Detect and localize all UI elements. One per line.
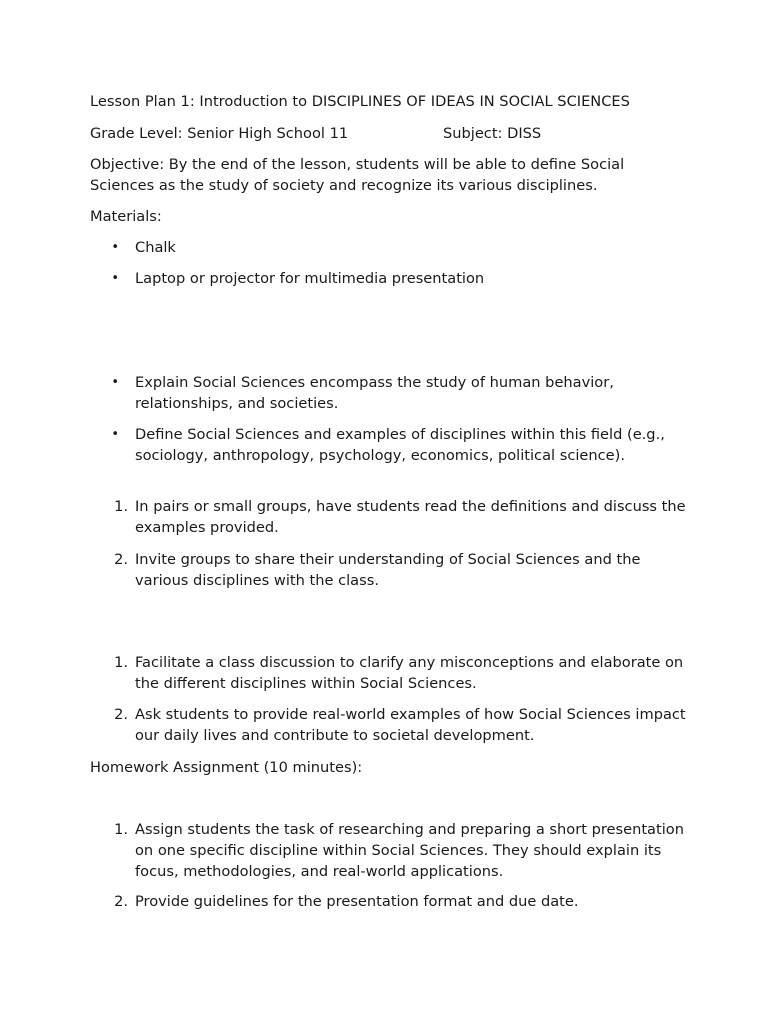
list-item — [90, 819, 690, 882]
list-item — [90, 704, 690, 746]
materials-heading: Materials: — [90, 208, 162, 225]
bullet-marker: • — [111, 240, 119, 255]
activity-step: Invite groups to share their understanding of Social Sciences and the various disciplines with the class. — [135, 551, 641, 589]
list-item — [90, 652, 690, 694]
list-item — [90, 424, 690, 466]
number-marker: 2. — [114, 893, 128, 910]
homework-step: Provide guidelines for the presentation format and due date. — [135, 893, 579, 910]
discussion-step: Facilitate a class discussion to clarify any misconceptions and elaborate on the different disciplines within Social Sciences. — [135, 654, 684, 692]
list-item — [90, 237, 690, 258]
list-item — [90, 891, 690, 912]
grade-level: Grade Level: Senior High School 11 — [90, 125, 349, 142]
material-item: Chalk — [135, 239, 176, 256]
discussion-step: Ask students to provide real-world examples of how Social Sciences impact our daily lives and contribute to societal development. — [135, 706, 686, 744]
number-marker: 2. — [114, 551, 128, 568]
intro-bullet: Define Social Sciences and examples of disciplines within this field (e.g., sociology, anthropology, psychology, economics, political science). — [135, 426, 665, 464]
lesson-title: Lesson Plan 1: Introduction to DISCIPLINES OF IDEAS IN SOCIAL SCIENCES — [90, 93, 630, 110]
number-marker: 1. — [114, 654, 128, 671]
bullet-marker: • — [111, 427, 119, 442]
intro-bullet: Explain Social Sciences encompass the study of human behavior, relationships, and societies. — [135, 374, 614, 412]
list-item — [90, 268, 690, 289]
number-marker: 1. — [114, 821, 128, 838]
list-item — [90, 496, 690, 538]
material-item: Laptop or projector for multimedia presentation — [135, 270, 485, 287]
homework-heading: Homework Assignment (10 minutes): — [90, 759, 363, 776]
list-item — [90, 372, 690, 414]
objective: Objective: By the end of the lesson, students will be able to define Social Sciences as the study of society and recognize its various disciplines. — [90, 156, 625, 194]
bullet-marker: • — [111, 271, 119, 286]
bullet-marker: • — [111, 375, 119, 390]
number-marker: 1. — [114, 498, 128, 515]
homework-step: Assign students the task of researching and preparing a short presentation on one specific discipline within Social Sciences. They should explain its focus, methodologies, and real-world applications. — [135, 821, 684, 880]
list-item — [90, 549, 690, 591]
number-marker: 2. — [114, 706, 128, 723]
activity-step: In pairs or small groups, have students read the definitions and discuss the examples provided. — [135, 498, 686, 536]
subject: Subject: DISS — [443, 125, 542, 142]
